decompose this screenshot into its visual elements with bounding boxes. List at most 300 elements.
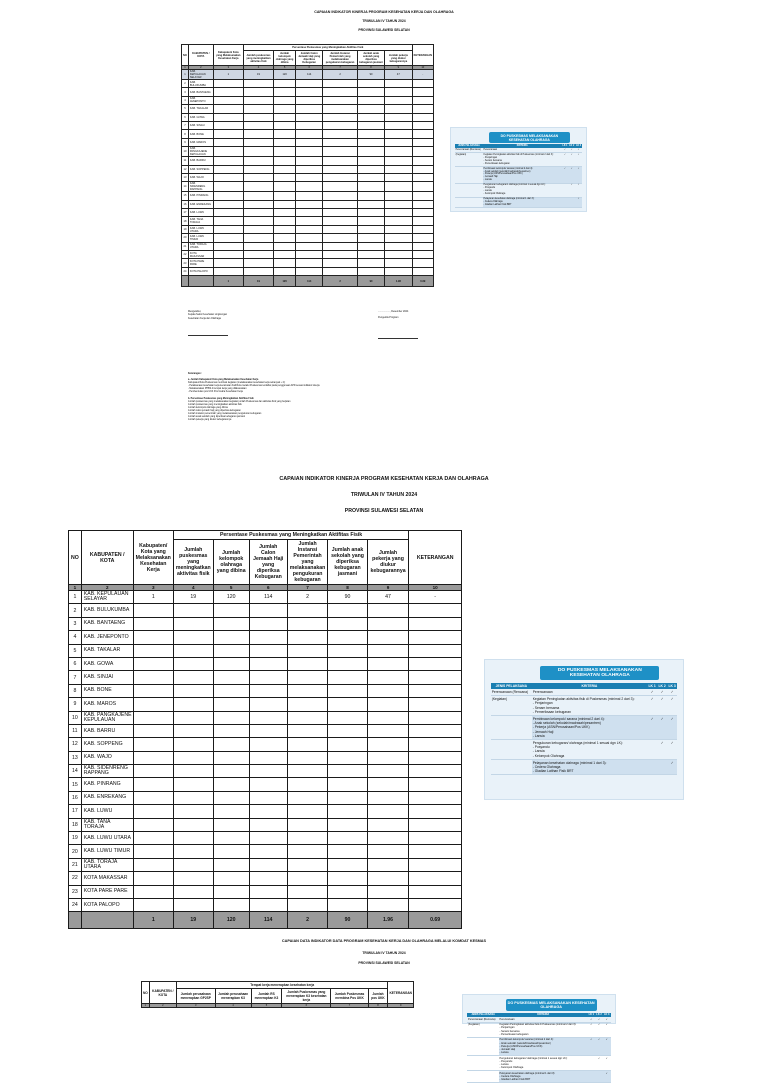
row-kabupaten: KAB. MAROS bbox=[188, 138, 213, 146]
row-number: 19 bbox=[69, 832, 82, 845]
row-number: 18 bbox=[182, 217, 189, 225]
card-row bbox=[491, 696, 677, 716]
row-cell-c1 bbox=[243, 88, 273, 96]
table-row bbox=[69, 698, 462, 711]
row-cell-c1 bbox=[173, 724, 213, 737]
row-cell-c1 bbox=[243, 173, 273, 181]
row-cell-c5: 90 bbox=[328, 591, 367, 604]
row-cell-c2 bbox=[213, 738, 249, 751]
card-jenis bbox=[467, 1055, 499, 1070]
row-number: 15 bbox=[69, 778, 82, 791]
row-cell-c3 bbox=[296, 251, 323, 259]
row-kabupaten: KAB. LUWU bbox=[188, 209, 213, 217]
kriteria-card-large bbox=[484, 659, 684, 800]
row-cell-c3 bbox=[249, 898, 287, 911]
card-check: ✓ bbox=[603, 1037, 611, 1055]
card-kriteria-line: - Pekerja (ASN/Perusahaan/Pos UKK) bbox=[499, 1044, 543, 1048]
header-kesehatan-kerja: Kabupaten/ Kota yang Melaksanakan Kesehatan Kerja bbox=[133, 531, 173, 585]
row-cell-c2 bbox=[273, 88, 295, 96]
card-kriteria-line: - Senam bersama bbox=[483, 159, 502, 162]
row-cell-ket bbox=[412, 138, 433, 146]
row-cell-c1 bbox=[173, 644, 213, 657]
row-cell-c4 bbox=[287, 832, 327, 845]
row-number: 10 bbox=[182, 147, 189, 157]
card-check: ✓ bbox=[657, 696, 667, 716]
row-number: 5 bbox=[182, 105, 189, 113]
row-cell-c3 bbox=[296, 121, 323, 129]
row-kabupaten: KAB. TANA TORAJA bbox=[81, 818, 133, 831]
card-row bbox=[467, 1037, 610, 1055]
row-number: 16 bbox=[69, 791, 82, 804]
p3-column-number: 5 bbox=[251, 1004, 282, 1008]
page-1-table bbox=[181, 44, 434, 287]
row-cell-c4 bbox=[323, 96, 358, 104]
row-cell-ket bbox=[409, 711, 462, 724]
row-cell-c6 bbox=[367, 818, 409, 831]
card-check: ✓ bbox=[647, 696, 657, 716]
row-kabupaten: KAB. JENEPONTO bbox=[188, 96, 213, 104]
column-number: 5 bbox=[213, 585, 249, 591]
page-3-title: CAPAIAN DATA INDIKATOR DATA PROGRAM KESEHATAN KERJA DAN OLAHRAGA MELALUI KOMDAT KESMAS bbox=[281, 939, 487, 943]
row-cell-c6 bbox=[367, 671, 409, 684]
card-jenis bbox=[491, 759, 532, 774]
card-header-cell: JENIS PELAKSANA bbox=[491, 683, 532, 689]
row-cell-c6 bbox=[367, 711, 409, 724]
card-check: ✓ bbox=[575, 197, 582, 208]
row-cell-c5: 90 bbox=[357, 70, 384, 80]
row-cell-ket bbox=[409, 885, 462, 898]
card-header-cell: JENIS PELAKSANA bbox=[455, 144, 483, 148]
row-cell-ket bbox=[409, 671, 462, 684]
page-3-header bbox=[0, 939, 768, 965]
card-check: ✓ bbox=[603, 1017, 611, 1022]
table-row bbox=[182, 217, 434, 225]
header-c5: Jumlah anak sekolah yang diperiksa kebugaran jasmani bbox=[359, 52, 383, 64]
row-cell-c2 bbox=[213, 858, 249, 871]
header-kesehatan-kerja: Kabupaten/ Kota yang Melaksanakan Kesehatan Kerja bbox=[213, 45, 243, 66]
card-check: ✓ bbox=[562, 167, 569, 184]
card-kriteria-line: - Jemaah Haji bbox=[532, 729, 554, 734]
header-c6: Jumlah pekerja yang diukur kebugarannya bbox=[385, 51, 413, 66]
table-row bbox=[182, 157, 434, 165]
table-row bbox=[69, 631, 462, 644]
total-c2: 120 bbox=[273, 276, 295, 287]
row-number: 4 bbox=[182, 96, 189, 104]
total-c4: 2 bbox=[323, 276, 358, 287]
row-cell-c4 bbox=[323, 88, 358, 96]
row-cell-c2 bbox=[273, 80, 295, 88]
card-kriteria-line: - Lansia bbox=[532, 749, 545, 754]
row-cell-kk bbox=[133, 711, 173, 724]
card-header-cell: LK 3 bbox=[668, 684, 676, 689]
row-cell-ket: - bbox=[409, 591, 462, 604]
row-kabupaten: KAB. LUWU UTARA bbox=[81, 832, 133, 845]
table-row bbox=[69, 671, 462, 684]
page-3-period: TRIWULAN IV TAHUN 2024 bbox=[362, 951, 406, 955]
row-kabupaten: KAB. BULUKUMBA bbox=[188, 80, 213, 88]
row-cell-c4 bbox=[323, 105, 358, 113]
card-kriteria-line: - Posyandu bbox=[532, 745, 550, 750]
row-number: 2 bbox=[182, 80, 189, 88]
row-cell-c3 bbox=[249, 684, 287, 697]
row-kabupaten: KAB. GOWA bbox=[81, 657, 133, 670]
row-cell-ket bbox=[412, 105, 433, 113]
row-cell-c2 bbox=[213, 818, 249, 831]
row-cell-c4 bbox=[287, 805, 327, 818]
row-cell-c6 bbox=[367, 751, 409, 764]
row-cell-c2 bbox=[213, 765, 249, 778]
note-line: Jumlah pekerja yang diukur kebugarannya bbox=[188, 419, 232, 422]
total-cell bbox=[69, 912, 82, 929]
row-cell-ket bbox=[409, 818, 462, 831]
card-check bbox=[568, 197, 575, 208]
row-cell-c3 bbox=[296, 242, 323, 250]
header-c3: Jumlah Calon Jemaah Haji yang diperiksa Kebugaran bbox=[249, 540, 287, 585]
card-row bbox=[467, 1022, 610, 1037]
table-row bbox=[182, 130, 434, 138]
table-row bbox=[69, 845, 462, 858]
row-cell-c5 bbox=[357, 217, 384, 225]
page-1 bbox=[0, 8, 768, 458]
row-cell-ket bbox=[409, 644, 462, 657]
row-cell-kk bbox=[213, 217, 243, 225]
total-c6: 1.96 bbox=[367, 912, 409, 929]
card-kriteria-line: - Cedera Olahraga bbox=[532, 764, 561, 769]
row-cell-c1 bbox=[243, 192, 273, 200]
card-jenis bbox=[455, 167, 483, 184]
row-cell-c3 bbox=[296, 267, 323, 275]
row-cell-c5 bbox=[357, 105, 384, 113]
row-cell-c6 bbox=[385, 138, 413, 146]
card-kriteria-line: - Jemaah Haji bbox=[499, 1047, 516, 1051]
row-kabupaten: KAB. PANGKAJENE KEPULAUAN bbox=[81, 711, 133, 724]
card-check: ✓ bbox=[647, 689, 657, 695]
row-cell-c3 bbox=[296, 217, 323, 225]
card-kriteria-line: - Penjaringan bbox=[483, 156, 498, 159]
row-cell-c6 bbox=[367, 778, 409, 791]
card-kriteria-line: - Anak sekolah (sekolah/madrasah/pesantren) bbox=[499, 1041, 551, 1045]
column-number: 5 bbox=[273, 66, 295, 70]
row-cell-c6: 47 bbox=[367, 591, 409, 604]
row-number: 6 bbox=[182, 113, 189, 121]
card-check: ✓ bbox=[667, 716, 677, 740]
row-cell-c4 bbox=[323, 113, 358, 121]
row-cell-c1 bbox=[173, 698, 213, 711]
row-cell-c3 bbox=[296, 130, 323, 138]
total-row bbox=[182, 276, 434, 287]
column-number: 1 bbox=[69, 585, 82, 591]
row-cell-c1 bbox=[173, 845, 213, 858]
row-cell-c2 bbox=[273, 138, 295, 146]
row-number: 6 bbox=[69, 657, 82, 670]
row-cell-ket bbox=[409, 805, 462, 818]
card-kriteria-line: Perencanaan bbox=[499, 1017, 515, 1021]
kriteria-card-tiny bbox=[462, 994, 616, 1081]
header-no: NO bbox=[182, 45, 189, 66]
row-cell-c5 bbox=[357, 130, 384, 138]
card-kriteria bbox=[532, 739, 647, 759]
row-cell-c5 bbox=[357, 182, 384, 192]
row-cell-c3 bbox=[296, 209, 323, 217]
table-row bbox=[69, 791, 462, 804]
row-cell-c1 bbox=[173, 684, 213, 697]
card-check: ✓ bbox=[667, 739, 677, 759]
row-cell-c2 bbox=[273, 121, 295, 129]
row-cell-ket bbox=[412, 173, 433, 181]
card-jenis: Perencanaan (Rencana) bbox=[455, 148, 483, 153]
column-number: 10 bbox=[409, 585, 462, 591]
row-cell-ket bbox=[412, 182, 433, 192]
row-kabupaten: KOTA PALOPO bbox=[188, 267, 213, 275]
row-cell-c1 bbox=[243, 147, 273, 157]
total-cell bbox=[182, 276, 189, 287]
card-header-cell: LK 3 bbox=[604, 1013, 610, 1017]
header-kabupaten: KABUPATEN / KOTA bbox=[81, 531, 133, 585]
card-check: ✓ bbox=[667, 696, 677, 716]
card-check bbox=[562, 197, 569, 208]
row-cell-kk bbox=[133, 885, 173, 898]
row-cell-c3 bbox=[249, 738, 287, 751]
row-cell-ket bbox=[409, 657, 462, 670]
row-cell-kk bbox=[133, 818, 173, 831]
card-check: ✓ bbox=[657, 689, 667, 695]
row-cell-c2 bbox=[273, 192, 295, 200]
row-cell-c3 bbox=[296, 225, 323, 233]
card-kriteria bbox=[499, 1055, 588, 1070]
card-row bbox=[455, 153, 582, 167]
row-cell-c2 bbox=[273, 209, 295, 217]
card-jenis bbox=[455, 197, 483, 208]
row-cell-c4 bbox=[323, 80, 358, 88]
total-c1: 19 bbox=[173, 912, 213, 929]
row-cell-kk bbox=[213, 192, 243, 200]
row-cell-c3 bbox=[249, 711, 287, 724]
card-kriteria-line: Pelayanan kesehatan olahraga (minimal 1 dari 3): bbox=[499, 1071, 556, 1075]
row-number: 11 bbox=[182, 157, 189, 165]
card-header-cell: LK 1 bbox=[588, 1013, 595, 1017]
row-cell-c5 bbox=[328, 684, 367, 697]
row-kabupaten: KAB. KEPULAUAN SELAYAR bbox=[188, 70, 213, 80]
row-number: 3 bbox=[69, 617, 82, 630]
card-check: ✓ bbox=[588, 1017, 596, 1022]
row-cell-kk bbox=[213, 88, 243, 96]
row-cell-c2 bbox=[213, 604, 249, 617]
row-cell-c4 bbox=[287, 617, 327, 630]
row-cell-c5 bbox=[328, 711, 367, 724]
total-kk: 1 bbox=[213, 276, 243, 287]
row-kabupaten: KAB. SIDENRENG RAPPANG bbox=[188, 182, 213, 192]
main-table bbox=[68, 530, 462, 929]
row-cell-ket bbox=[409, 832, 462, 845]
row-number: 14 bbox=[69, 765, 82, 778]
row-cell-ket bbox=[412, 96, 433, 104]
page-3-province: PROVINSI SULAWESI SELATAN bbox=[358, 961, 410, 965]
row-cell-c2 bbox=[273, 105, 295, 113]
row-cell-c4 bbox=[323, 173, 358, 181]
card-kriteria-line: Pembinaan kelompok/ sarana (minimal 2 dari 4): bbox=[532, 716, 605, 721]
header-aktifitas-fisik: Persentase Puskesmas yang Meningkatkan Aktifitas Fisik bbox=[173, 531, 408, 540]
row-number: 17 bbox=[69, 805, 82, 818]
table-row bbox=[182, 88, 434, 96]
total-cell bbox=[81, 912, 133, 929]
note-line: Jumlah anak sekolah yang diperiksa kebugaran jasmani bbox=[188, 416, 246, 419]
row-cell-c2: 120 bbox=[213, 591, 249, 604]
row-cell-c2 bbox=[273, 130, 295, 138]
row-cell-c6 bbox=[385, 209, 413, 217]
row-cell-c5 bbox=[357, 165, 384, 173]
row-cell-c3 bbox=[296, 182, 323, 192]
row-cell-c4 bbox=[323, 192, 358, 200]
row-number: 5 bbox=[69, 644, 82, 657]
table-row bbox=[69, 818, 462, 831]
row-cell-c5 bbox=[328, 738, 367, 751]
page-1-period: TRIWULAN IV TAHUN 2024 bbox=[362, 19, 406, 23]
row-cell-kk bbox=[133, 604, 173, 617]
row-cell-c2 bbox=[213, 711, 249, 724]
row-cell-ket bbox=[412, 267, 433, 275]
card-kriteria bbox=[532, 716, 647, 740]
row-kabupaten: KAB. BARRU bbox=[81, 724, 133, 737]
row-cell-c1 bbox=[173, 778, 213, 791]
row-cell-c5 bbox=[328, 631, 367, 644]
row-kabupaten: KOTA MAKASSAR bbox=[188, 251, 213, 259]
row-cell-c1 bbox=[173, 858, 213, 871]
table-row bbox=[182, 192, 434, 200]
row-cell-kk bbox=[133, 832, 173, 845]
row-cell-c6 bbox=[385, 80, 413, 88]
row-cell-kk bbox=[213, 113, 243, 121]
card-row bbox=[455, 183, 582, 197]
table-row bbox=[182, 242, 434, 250]
row-cell-c1 bbox=[243, 259, 273, 267]
row-cell-c3 bbox=[249, 872, 287, 885]
table-row bbox=[69, 711, 462, 724]
page-1-header bbox=[0, 10, 768, 32]
row-cell-c2 bbox=[273, 182, 295, 192]
row-number: 21 bbox=[69, 858, 82, 871]
row-cell-kk bbox=[133, 805, 173, 818]
card-jenis bbox=[467, 1037, 499, 1055]
row-kabupaten: KAB. ENREKANG bbox=[188, 200, 213, 208]
row-cell-ket bbox=[412, 242, 433, 250]
row-cell-c6 bbox=[385, 267, 413, 275]
table-row bbox=[69, 644, 462, 657]
row-cell-c5 bbox=[328, 617, 367, 630]
row-cell-c3 bbox=[249, 832, 287, 845]
row-cell-c6 bbox=[385, 225, 413, 233]
row-cell-c1 bbox=[243, 251, 273, 259]
row-cell-c5 bbox=[357, 251, 384, 259]
row-cell-c2 bbox=[213, 778, 249, 791]
row-number: 10 bbox=[69, 711, 82, 724]
row-number: 22 bbox=[182, 251, 189, 259]
row-cell-c5 bbox=[357, 259, 384, 267]
row-cell-c3 bbox=[296, 157, 323, 165]
row-cell-c6 bbox=[385, 88, 413, 96]
card-check: ✓ bbox=[595, 1022, 603, 1037]
row-cell-ket bbox=[412, 225, 433, 233]
card-check: ✓ bbox=[667, 689, 677, 695]
card-check: ✓ bbox=[603, 1070, 611, 1082]
column-number: 6 bbox=[296, 66, 323, 70]
row-cell-c6 bbox=[385, 121, 413, 129]
row-cell-c2 bbox=[213, 684, 249, 697]
card-kriteria-line: - Pemeriksaan kebugaran bbox=[499, 1032, 529, 1036]
card-kriteria bbox=[532, 696, 647, 716]
row-cell-kk bbox=[133, 791, 173, 804]
row-cell-c5 bbox=[328, 805, 367, 818]
card-kriteria-line: - Lansia bbox=[532, 733, 545, 738]
row-cell-ket bbox=[409, 751, 462, 764]
total-c2: 120 bbox=[213, 912, 249, 929]
row-cell-c6 bbox=[367, 885, 409, 898]
row-cell-c1 bbox=[243, 225, 273, 233]
row-cell-ket bbox=[409, 778, 462, 791]
row-cell-c5 bbox=[328, 765, 367, 778]
row-cell-c4 bbox=[287, 765, 327, 778]
card-jenis bbox=[491, 739, 532, 759]
row-cell-ket bbox=[409, 724, 462, 737]
card-header-cell: LK 1 bbox=[562, 144, 568, 147]
card-table bbox=[455, 144, 582, 208]
row-cell-c5 bbox=[328, 818, 367, 831]
row-cell-c2 bbox=[213, 805, 249, 818]
card-jenis: Perencanaan (Rencana) bbox=[467, 1017, 499, 1022]
card-header-cell: JENIS PELAKSANA bbox=[467, 1013, 499, 1018]
card-check: ✓ bbox=[603, 1022, 611, 1037]
card-jenis bbox=[467, 1070, 499, 1082]
row-cell-c1 bbox=[243, 217, 273, 225]
row-cell-c1 bbox=[243, 80, 273, 88]
card-kriteria-line: - Posyandu bbox=[483, 187, 496, 190]
row-cell-c6 bbox=[385, 165, 413, 173]
header-c1: Jumlah puskesmas yang meningkatkan aktivitas fisik bbox=[173, 540, 213, 585]
row-number: 18 bbox=[69, 818, 82, 831]
row-cell-c5 bbox=[357, 225, 384, 233]
row-number: 21 bbox=[182, 242, 189, 250]
row-cell-c1: 19 bbox=[243, 70, 273, 80]
row-cell-c4 bbox=[287, 698, 327, 711]
row-cell-c2 bbox=[273, 267, 295, 275]
column-number: 1 bbox=[182, 66, 189, 70]
row-cell-ket bbox=[412, 157, 433, 165]
card-kriteria bbox=[499, 1022, 588, 1037]
row-cell-c6 bbox=[367, 724, 409, 737]
row-cell-c3 bbox=[296, 88, 323, 96]
column-number: 9 bbox=[367, 585, 409, 591]
row-kabupaten: KAB. MAROS bbox=[81, 698, 133, 711]
row-number: 22 bbox=[69, 872, 82, 885]
row-cell-c6 bbox=[367, 684, 409, 697]
row-cell-c5 bbox=[328, 832, 367, 845]
row-kabupaten: KAB. JENEPONTO bbox=[81, 631, 133, 644]
row-cell-c6 bbox=[385, 234, 413, 242]
row-cell-c1 bbox=[243, 157, 273, 165]
card-row bbox=[491, 739, 677, 759]
row-cell-c6 bbox=[385, 113, 413, 121]
p3-header-no: NO bbox=[142, 982, 150, 1004]
row-cell-c5 bbox=[357, 192, 384, 200]
row-kabupaten: KOTA PARE PARE bbox=[81, 885, 133, 898]
header-c6: Jumlah pekerja yang diukur kebugarannya bbox=[367, 540, 409, 585]
row-kabupaten: KAB. ENREKANG bbox=[81, 791, 133, 804]
row-cell-kk bbox=[133, 845, 173, 858]
column-number: 6 bbox=[249, 585, 287, 591]
row-cell-c4 bbox=[323, 200, 358, 208]
row-cell-c1 bbox=[173, 805, 213, 818]
row-cell-c1 bbox=[243, 105, 273, 113]
row-cell-c5 bbox=[357, 96, 384, 104]
